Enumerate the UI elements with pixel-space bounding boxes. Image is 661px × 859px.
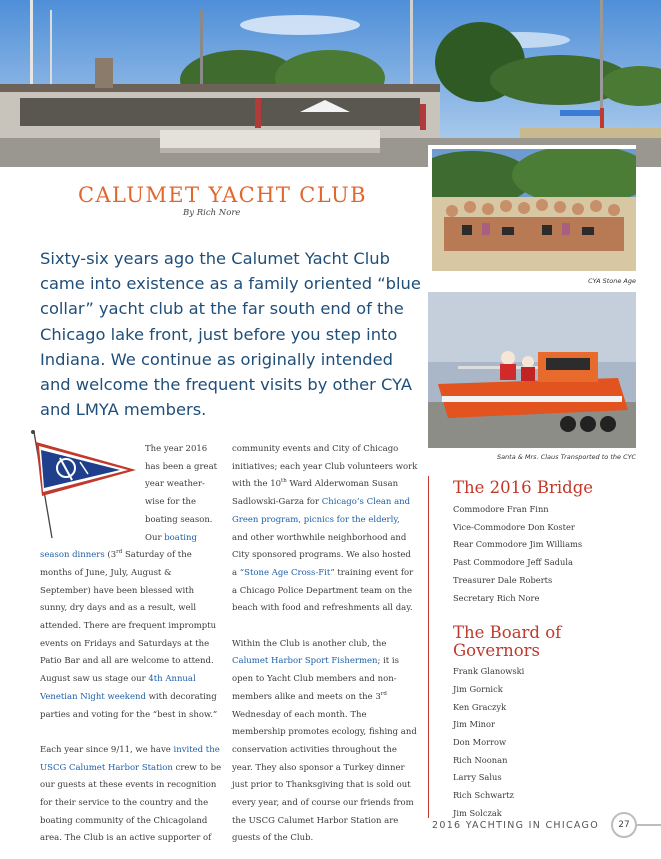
body-paragraph-1: The year 2016 has been a great year weather-wise for the boating season. Our boating season dinners (3rd Saturday of the months of June, July, August & September) have been blessed with sunny, dry days and as a result, well attended. There are frequent impromptu events on Fridays and Saturdays at the Patio Bar and all are welcome to attend. August saw us stage our 4th Annual Venetian Night weekend with decorating parties and voting for the “best in show.” bbox=[40, 444, 218, 720]
link-clean-and-green[interactable]: Chicago’s Clean and Green program, picnics for the elderly, bbox=[232, 497, 411, 525]
lead-paragraph: Sixty-six years ago the Calumet Yacht Club came into existence as a family oriented “blue collar” yacht club at the far south end of the Chicago lake front, just before you step into Indiana. We continue as originally intended and welcome the frequent visits by other CYA and LMYA members. bbox=[40, 249, 421, 420]
caption-stone-age: CYA Stone Age bbox=[588, 277, 636, 285]
body-paragraph-2: Each year since 9/11, we have invited the USCG Calumet Harbor Station crew to be our guests at these events in recognition for their service to the country and the boating community of the Chicagoland area. The Club is an active supporter of bbox=[40, 744, 222, 844]
link-sport-fishermen[interactable]: Calumet Harbor Sport Fishermen bbox=[232, 656, 378, 667]
board-item: Frank Glanowski bbox=[453, 666, 525, 677]
body-text: training event for a Chicago Police Department team on the beach with food and refreshments all day. bbox=[232, 567, 414, 614]
link-venetian-night[interactable]: 4th Annual Venetian Night weekend bbox=[40, 674, 196, 702]
bridge-heading: The 2016 Bridge bbox=[453, 478, 594, 497]
bridge-item: Commodore Fran Finn bbox=[453, 504, 549, 514]
bridge-item: Secretary Rich Nore bbox=[453, 592, 540, 603]
bridge-list bbox=[453, 501, 641, 607]
board-item: Ken Graczyk bbox=[453, 701, 507, 712]
page-number: 27 bbox=[611, 812, 637, 838]
ordinal-sup: th bbox=[281, 478, 287, 485]
board-list bbox=[453, 663, 641, 822]
byline: By Rich Nore bbox=[183, 208, 241, 218]
footer-publication: 2016 YACHTING IN CHICAGO bbox=[432, 820, 599, 831]
board-item: Jim Solczak bbox=[453, 807, 502, 818]
link-uscg-station[interactable]: invited the USCG Calumet Harbor Station bbox=[40, 744, 220, 773]
board-heading: The Board of Governors bbox=[453, 623, 562, 661]
flag-wrap-space bbox=[40, 441, 145, 544]
body-text: Ward Alderwoman Susan Sadlowski-Garza for bbox=[232, 479, 399, 508]
board-item: Rich Schwartz bbox=[453, 790, 514, 801]
link-boating-season-dinners[interactable]: boating season dinners bbox=[40, 532, 197, 561]
photo-stone-age-group bbox=[428, 145, 636, 271]
body-text: community events and City of Chicago initiatives; each year Club volunteers work with the 10 bbox=[232, 444, 418, 490]
hero-photo-clubhouse bbox=[0, 0, 661, 167]
bridge-item: Treasurer Dale Roberts bbox=[453, 574, 553, 585]
board-item: Rich Noonan bbox=[453, 754, 508, 765]
board-item: Larry Salus bbox=[453, 772, 502, 783]
body-paragraph-2-cont bbox=[232, 441, 418, 618]
board-item: Jim Gornick bbox=[453, 683, 503, 694]
bridge-item: Vice-Commodore Don Koster bbox=[453, 521, 575, 532]
sidebar-officers bbox=[428, 476, 641, 818]
body-column-2 bbox=[232, 441, 418, 859]
caption-santa-boat: Santa & Mrs. Claus Transported to the CYC bbox=[496, 453, 636, 461]
bridge-item: Rear Commodore Jim Williams bbox=[453, 539, 583, 550]
photo-uscg-boat bbox=[428, 292, 636, 448]
article-title: CALUMET YACHT CLUB bbox=[78, 183, 367, 207]
body-paragraph-3: Within the Club is another club, the Calumet Harbor Sport Fishermen; it is open to Yacht Club members and non-members alike and meets on the 3rd Wednesday of each month. The membership promotes ecology, fishing and conservation activities throughout the year. They also sponsor a Turkey dinner just prior to Thanksgiving that is sold out every year, and of course our friends from the USCG Calumet Harbor Station are guests of the Club. bbox=[232, 638, 417, 844]
body-column-1 bbox=[40, 441, 222, 859]
link-stone-age-crossfit[interactable]: “Stone Age Cross-Fit” bbox=[239, 567, 335, 578]
board-item: Jim Minor bbox=[453, 719, 495, 730]
footer-rule bbox=[637, 824, 661, 826]
body-text: and other worthwhile neighborhood and City sponsored programs. We also hosted a bbox=[232, 532, 411, 578]
board-item: Don Morrow bbox=[453, 737, 507, 748]
bridge-item: Past Commodore Jeff Sadula bbox=[453, 557, 573, 568]
